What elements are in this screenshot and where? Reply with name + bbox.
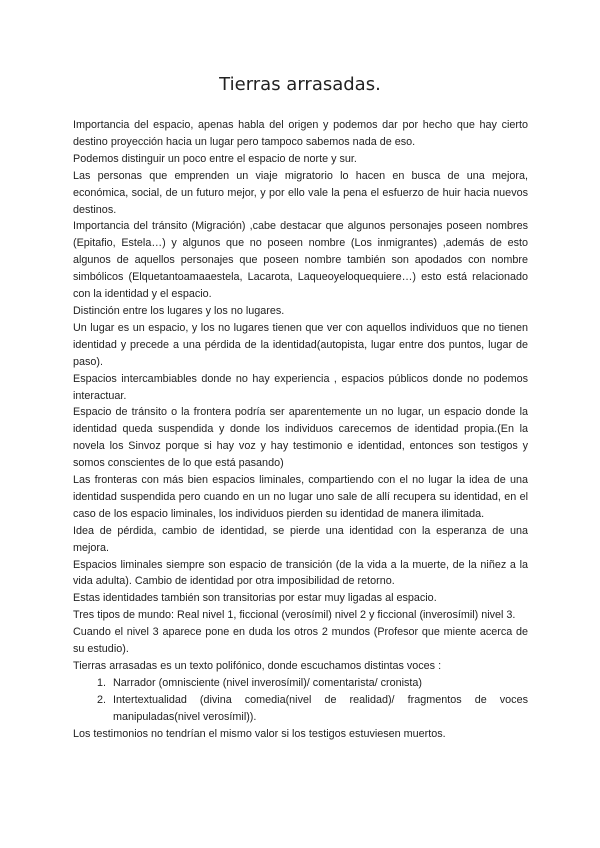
list-item: 1. Narrador (omnisciente (nivel inverosímil)/ comentarista/ cronista): [109, 675, 528, 692]
paragraph: Las personas que emprenden un viaje migratorio lo hacen en busca de una mejora, económica, social, de un futuro mejor, y por ello vale la pena el esfuerzo de huir hacia nuevos destinos.: [73, 169, 528, 216]
paragraph: Idea de pérdida, cambio de identidad, se pierde una identidad con la esperanza de una mejora.: [73, 524, 528, 554]
page-title: Tierras arrasadas.: [219, 74, 381, 95]
closing-paragraph: Los testimonios no tendrían el mismo valor si los testigos estuviesen muertos.: [73, 727, 446, 740]
paragraph: Tierras arrasadas es un texto polifónico, donde escuchamos distintas voces :: [73, 660, 442, 672]
paragraph: Importancia del tránsito (Migración) ,cabe destacar que algunos personajes poseen nombres (Epitafio, Estela…) y algunos que no poseen nombre (Los inmigrantes) ,además de esto algunos de aquellos personajes que poseen nombre también son apodados con nombre simbólicos (Elquetantoamaaestela, Lacarota, Laqueoyeloquequiere…) esto está relacionado con la identidad y el espacio.: [73, 220, 528, 301]
paragraph: Cuando el nivel 3 aparece pone en duda los otros 2 mundos (Profesor que miente acerca de su estudio).: [73, 626, 528, 656]
paragraph: Espacio de tránsito o la frontera podría ser aparentemente un no lugar, un espacio donde la identidad queda suspendida y donde los individuos carecemos de identidad propia.(En la novela los Sinvoz porque si hay voz y hay testimonio e identidad, entonces son testigos y somos conscientes de lo que está pasando): [73, 406, 528, 470]
paragraph: Espacios intercambiables donde no hay experiencia , espacios públicos donde no podemos interactuar.: [73, 372, 528, 402]
paragraph: Estas identidades también son transitorias por estar muy ligadas al espacio.: [73, 592, 437, 605]
paragraph: Espacios liminales siempre son espacio de transición (de la vida a la muerte, de la niñez a la vida adulta). Cambio de identidad por otra imposibilidad de retorno.: [73, 558, 528, 588]
paragraph: Tres tipos de mundo: Real nivel 1, ficcional (verosímil) nivel 2 y ficcional (inverosímil) nivel 3.: [73, 609, 516, 622]
list-item: 2. Intertextualidad (divina comedia(nivel de realidad)/ fragmentos de voces manipuladas(nivel verosímil)).: [109, 692, 528, 726]
paragraph: Distinción entre los lugares y los no lugares.: [73, 304, 285, 317]
paragraph: Podemos distinguir un poco entre el espacio de norte y sur.: [73, 152, 357, 165]
document-body: [73, 117, 528, 743]
voices-list: [73, 675, 528, 726]
paragraph: Las fronteras con más bien espacios liminales, compartiendo con el no lugar la idea de una identidad suspendida pero cuando en un no lugar uno sale de allí recupera su identidad, en el caso de los espacio liminales, los individuos pierden su identidad de manera ilimitada.: [73, 474, 528, 520]
paragraph: Importancia del espacio, apenas habla del origen y podemos dar por hecho que hay cierto destino proyección hacia un lugar pero tampoco sabemos nada de eso.: [73, 119, 528, 148]
paragraph: Un lugar es un espacio, y los no lugares tienen que ver con aquellos individuos que no tienen identidad y precede a una pérdida de la identidad(autopista, lugar entre dos puntos, lugar de paso).: [73, 321, 528, 368]
